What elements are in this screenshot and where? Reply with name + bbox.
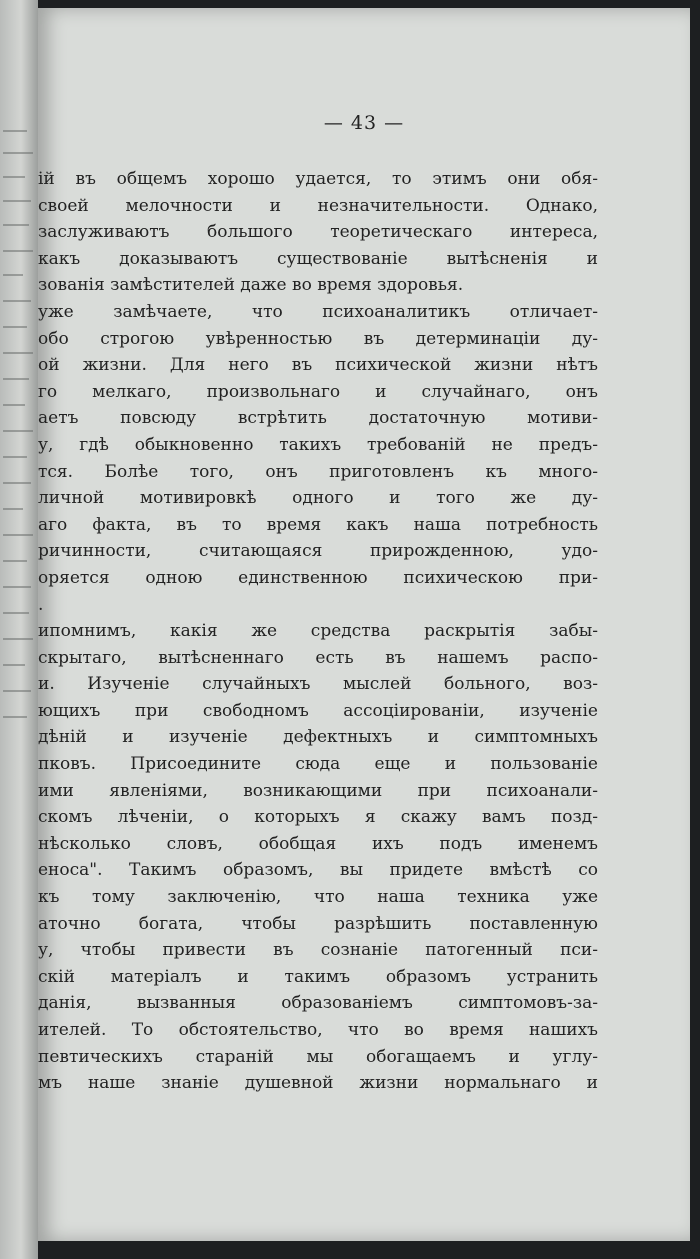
text-line: ителей. То обстоятельство, что во время нашихъ	[38, 1020, 598, 1040]
text-line: зованія замѣстителей даже во время здоровья.	[38, 275, 464, 296]
text-line: аточно богата, чтобы разрѣшить поставленную	[38, 913, 598, 934]
text-line: мъ наше знаніе душевной жизни нормальнаго и	[38, 1073, 598, 1094]
text-line: заслуживаютъ большого теоретическаго интереса,	[38, 222, 598, 243]
text-line: ій въ общемъ хорошо удается, то этимъ они обя-	[38, 169, 598, 189]
text-line: пковъ. Присоедините сюда еще и пользованіе	[38, 754, 598, 775]
text-line: го мелкаго, произвольнаго и случайнаго, онъ	[38, 381, 598, 402]
text-line: къ тому заключенію, что наша техника уже	[38, 887, 598, 908]
text-line: ричинности, считающаяся прирожденною, удо-	[38, 541, 598, 562]
text-line: своей мелочности и незначительности. Однако,	[38, 195, 598, 216]
text-line: у, гдѣ обыкновенно такихъ требованій не предъ-	[38, 434, 598, 455]
page-number: — 43 —	[323, 112, 405, 134]
text-line: уже замѣчаете, что психоаналитикъ отличает-	[38, 301, 598, 322]
text-line: ими явленіями, возникающими при психоанали-	[38, 780, 598, 801]
text-line: данія, вызванныя образованіемъ симптомовъ-за-	[38, 993, 598, 1014]
text-line: аго факта, въ то время какъ наша потребность	[38, 514, 598, 535]
text-line: ющихъ при свободномъ ассоціированіи, изученіе	[38, 700, 598, 721]
book-page	[38, 8, 690, 1241]
text-line: обо строгою увѣренностью въ детерминаціи ду-	[38, 328, 598, 349]
text-line: какъ доказываютъ существованіе вытѣсненія и	[38, 248, 598, 269]
text-line: и. Изученіе случайныхъ мыслей больного, воз-	[38, 674, 598, 695]
previous-page-edge	[0, 0, 38, 1259]
text-line: ой жизни. Для него въ психической жизни нѣтъ	[38, 355, 598, 376]
text-line: скомъ лѣченіи, о которыхъ я скажу вамъ позд-	[38, 807, 598, 828]
text-line: оряется одною единственною психическою при-	[38, 567, 598, 588]
text-line: скій матеріалъ и такимъ образомъ устранить	[38, 966, 598, 987]
text-line: нѣсколько словъ, обобщая ихъ подъ именемъ	[38, 833, 598, 854]
page-text	[38, 166, 598, 1097]
text-line: скрытаго, вытѣсненнаго есть въ нашемъ распо-	[38, 647, 598, 668]
text-line: аетъ повсюду встрѣтить достаточную мотиви-	[38, 408, 598, 429]
text-line: .	[38, 594, 44, 615]
text-line: еноса". Такимъ образомъ, вы придете вмѣстѣ со	[38, 860, 598, 881]
text-line: певтическихъ стараній мы обогащаемъ и углу-	[38, 1046, 598, 1067]
text-line: личной мотивировкѣ одного и того же ду-	[38, 488, 598, 509]
text-line: дѣній и изученіе дефектныхъ и симптомныхъ	[38, 727, 598, 748]
text-line: у, чтобы привести въ сознаніе патогенный пси-	[38, 940, 598, 961]
text-line: ипомнимъ, какія же средства раскрытія забы-	[38, 621, 598, 642]
text-line: тся. Болѣе того, онъ приготовленъ къ много-	[38, 461, 598, 482]
